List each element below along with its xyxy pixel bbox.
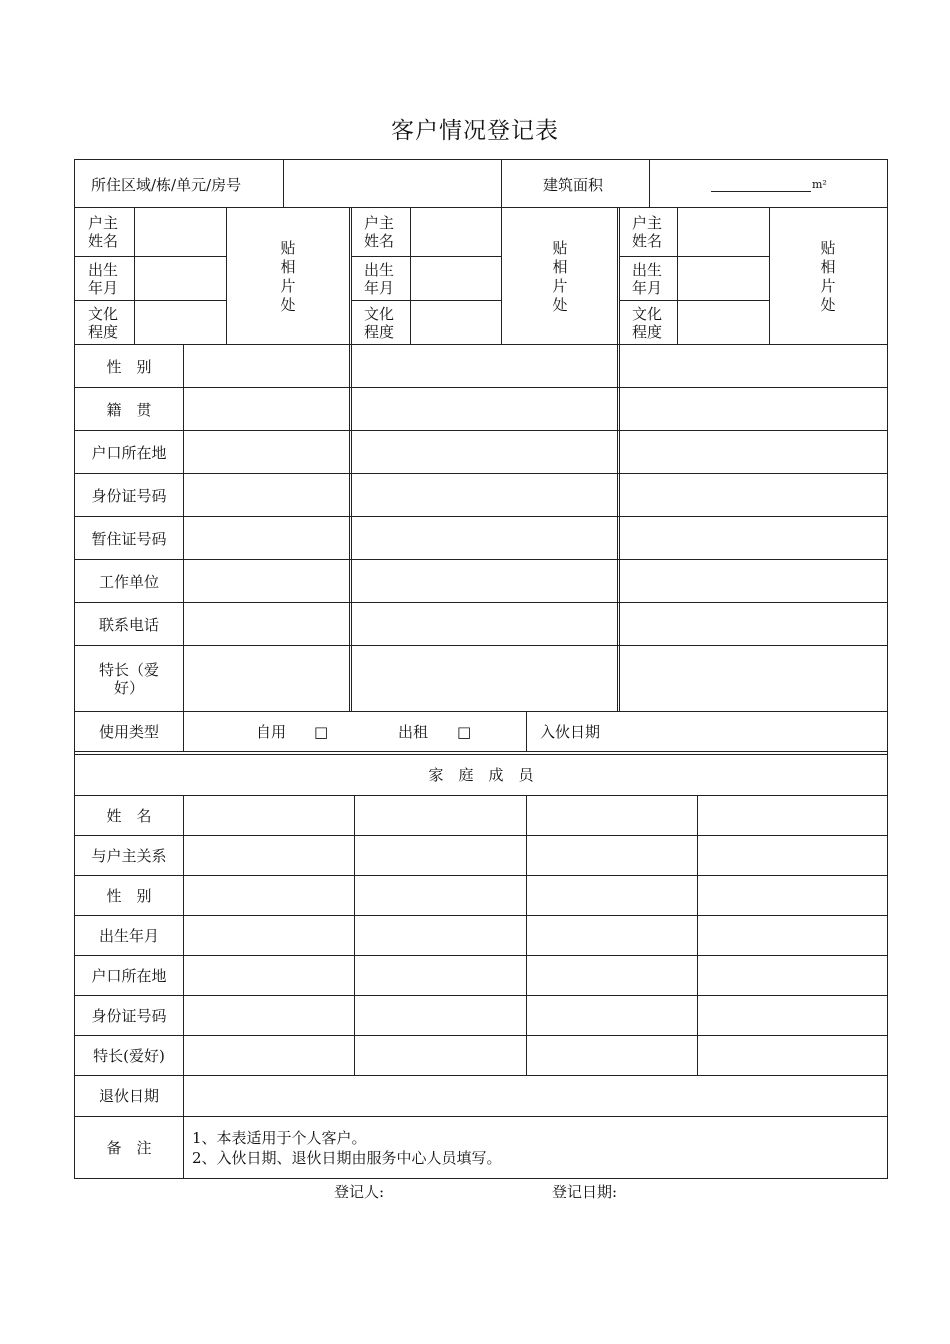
- row-divider: [74, 835, 888, 836]
- self-use-checkbox[interactable]: □: [314, 723, 329, 741]
- family-row-label: 性 别: [106, 887, 152, 905]
- row-divider: [74, 602, 888, 603]
- family-row-label: 特长(爱好): [93, 1047, 165, 1065]
- family-row-label: 身份证号码: [91, 1007, 167, 1025]
- owner-name-label: 户主姓名: [364, 214, 395, 250]
- col-divider: [697, 795, 698, 1075]
- col-divider: [501, 207, 502, 344]
- row-divider: [74, 1035, 888, 1036]
- remarks-label: 备 注: [106, 1139, 152, 1157]
- row-divider: [74, 711, 888, 712]
- col-divider: [410, 207, 411, 344]
- col-divider: [351, 207, 352, 711]
- row-divider: [74, 300, 226, 301]
- row-divider: [74, 995, 888, 996]
- household-registration-label: 户口所在地: [91, 444, 167, 462]
- phone-label: 联系电话: [98, 616, 159, 634]
- self-use-label: 自用: [256, 723, 287, 741]
- owner-name-label: 户主姓名: [632, 214, 663, 250]
- family-members-header: 家 庭 成 员: [428, 766, 534, 784]
- row-divider: [74, 344, 888, 345]
- row-divider: [74, 795, 888, 796]
- residence-permit-label: 暂住证号码: [91, 530, 167, 548]
- form-border: [74, 159, 888, 1179]
- row-divider: [74, 875, 888, 876]
- registrar-label: 登记人:: [334, 1183, 385, 1201]
- address-input[interactable]: [284, 160, 500, 206]
- row-divider: [74, 754, 888, 755]
- remarks-line: 2、入伙日期、退伙日期由服务中心人员填写。: [192, 1149, 502, 1167]
- hobby-label: 特长（爱好）: [98, 661, 159, 697]
- col-divider: [677, 207, 678, 344]
- col-divider: [526, 711, 527, 751]
- row-divider: [74, 387, 888, 388]
- row-divider: [74, 645, 888, 646]
- col-divider: [526, 795, 527, 1075]
- col-divider: [501, 159, 502, 207]
- id-number-label: 身份证号码: [91, 487, 167, 505]
- col-divider: [619, 207, 620, 711]
- remarks-line: 1、本表适用于个人客户。: [192, 1129, 367, 1147]
- area-input-underline[interactable]: [711, 191, 811, 192]
- row-divider: [74, 751, 888, 752]
- row-divider: [74, 915, 888, 916]
- row-divider: [619, 300, 770, 301]
- row-divider: [74, 473, 888, 474]
- address-label: 所住区域/栋/单元/房号: [91, 176, 242, 194]
- row-divider: [74, 1075, 888, 1076]
- row-divider: [74, 516, 888, 517]
- col-divider: [349, 207, 350, 711]
- education-label: 文化程度: [632, 305, 663, 341]
- area-unit: m²: [812, 178, 827, 191]
- family-row-label: 姓 名: [106, 807, 152, 825]
- row-divider: [351, 300, 502, 301]
- family-row-label: 与户主关系: [91, 847, 167, 865]
- family-row-label: 出生年月: [98, 927, 159, 945]
- row-divider: [351, 256, 502, 257]
- col-divider: [183, 795, 184, 1179]
- row-divider: [74, 256, 226, 257]
- row-divider: [74, 207, 888, 208]
- rent-checkbox[interactable]: □: [457, 723, 472, 741]
- area-label: 建筑面积: [543, 176, 604, 194]
- photo-placeholder-label: 贴相片处: [552, 239, 568, 314]
- family-row-label: 户口所在地: [91, 967, 167, 985]
- gender-label: 性 别: [106, 358, 152, 376]
- row-divider: [74, 430, 888, 431]
- usage-type-label: 使用类型: [98, 723, 159, 741]
- move-in-date-label: 入伙日期: [540, 723, 601, 741]
- registration-date-label: 登记日期:: [552, 1183, 618, 1201]
- row-divider: [74, 1116, 888, 1117]
- row-divider: [74, 955, 888, 956]
- rent-label: 出租: [398, 723, 429, 741]
- photo-placeholder-label: 贴相片处: [280, 239, 296, 314]
- workplace-label: 工作单位: [98, 573, 159, 591]
- birth-label: 出生年月: [88, 261, 119, 297]
- row-divider: [619, 256, 770, 257]
- col-divider: [354, 795, 355, 1075]
- education-label: 文化程度: [88, 305, 119, 341]
- col-divider: [226, 207, 227, 344]
- page-title: 客户情况登记表: [391, 118, 559, 144]
- birth-label: 出生年月: [364, 261, 395, 297]
- col-divider: [183, 344, 184, 751]
- education-label: 文化程度: [364, 305, 395, 341]
- native-place-label: 籍 贯: [106, 401, 152, 419]
- col-divider: [769, 207, 770, 344]
- col-divider: [134, 207, 135, 344]
- col-divider: [617, 207, 618, 711]
- col-divider: [649, 159, 650, 207]
- row-divider: [74, 559, 888, 560]
- photo-placeholder-label: 贴相片处: [820, 239, 836, 314]
- birth-label: 出生年月: [632, 261, 663, 297]
- owner-name-label: 户主姓名: [88, 214, 119, 250]
- move-out-date-label: 退伙日期: [98, 1087, 159, 1105]
